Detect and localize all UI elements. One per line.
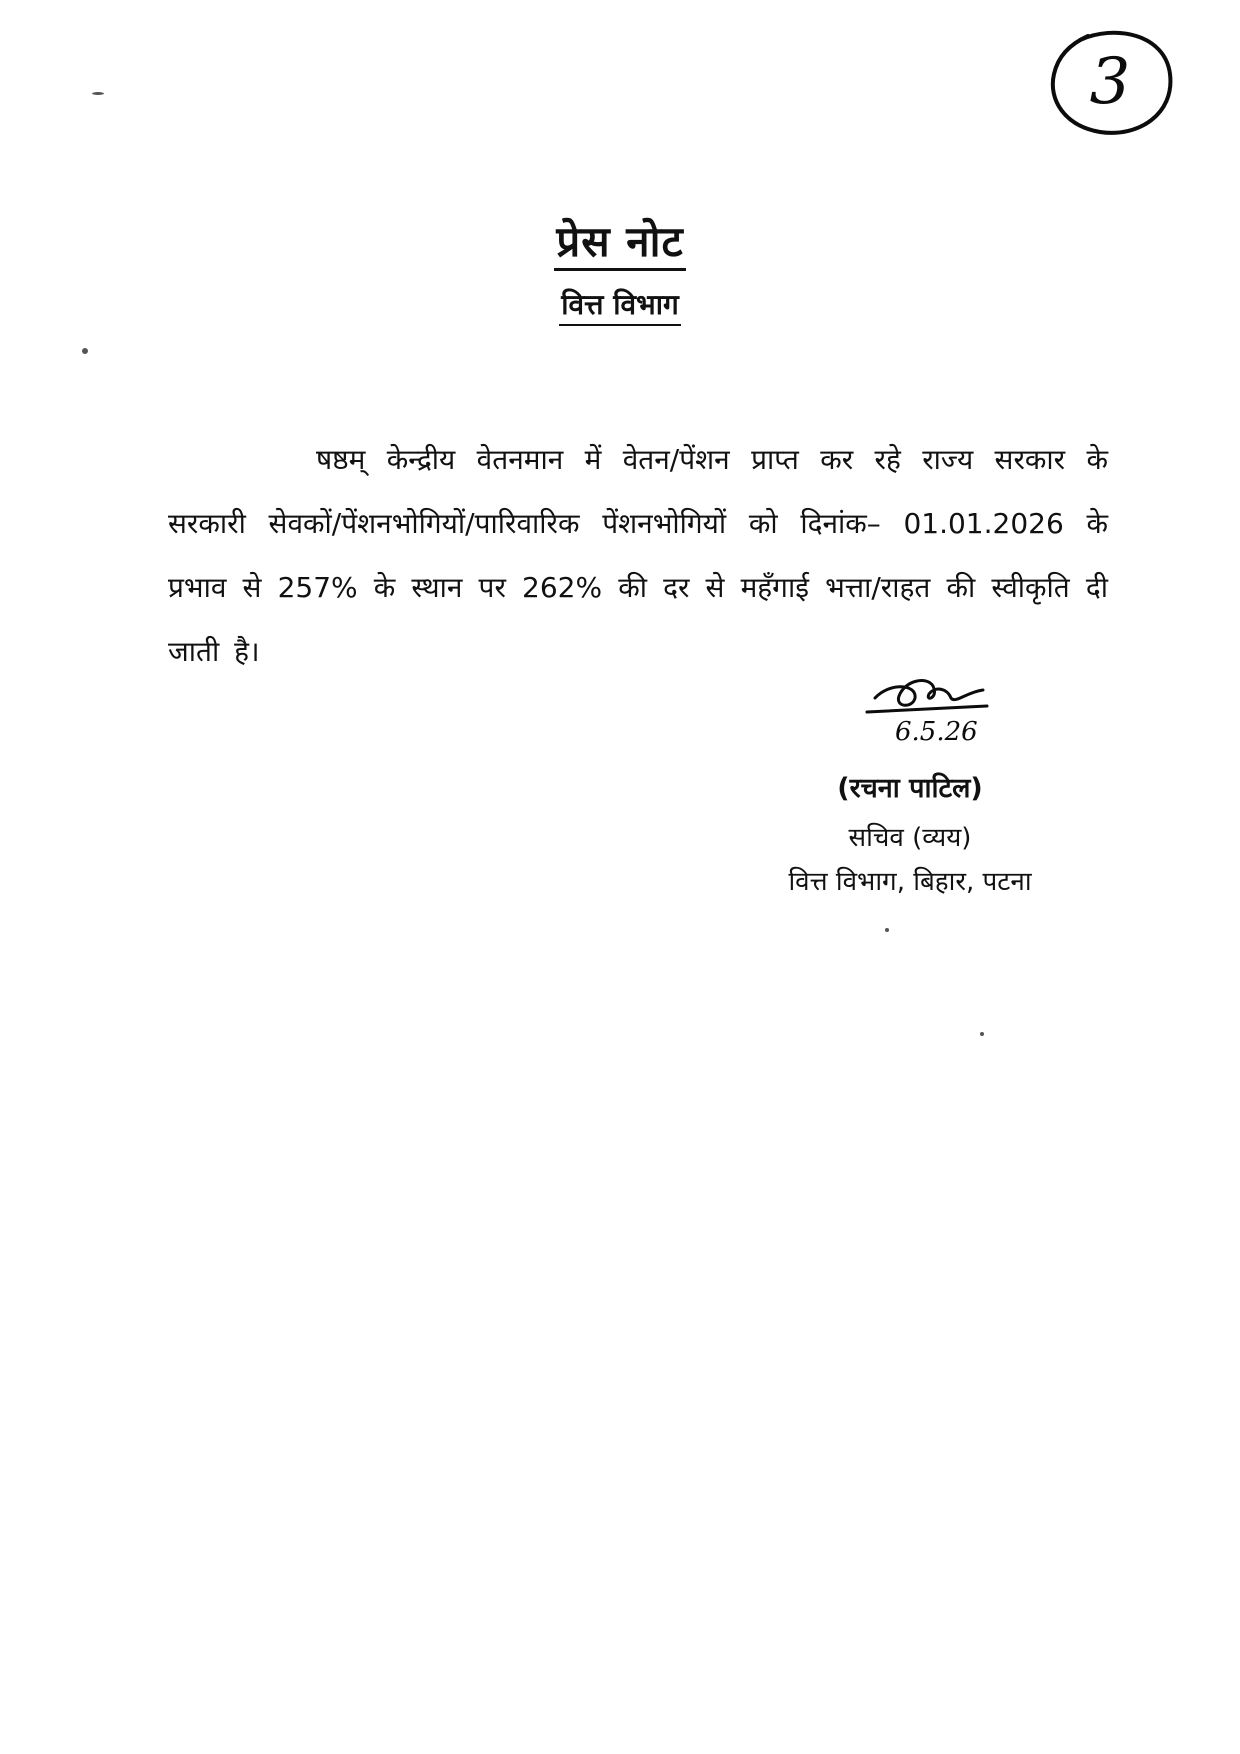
scan-speck [885,928,889,932]
document-title [0,212,1240,269]
signature-date: 6.5.26 [895,717,978,747]
signature-icon [855,668,1005,748]
signatory-office: वित्त विभाग, बिहार, पटना [788,867,1032,897]
scan-speck [92,92,104,95]
page-number-mark [1040,22,1180,142]
department-heading [0,285,1240,323]
title-text: प्रेस नोट [554,217,685,271]
handwritten-signature [855,668,1005,748]
page-number: 3 [1089,45,1131,119]
scan-speck [980,1032,984,1036]
body-paragraph: षष्ठम् केन्द्रीय वेतनमान में वेतन/पेंशन प्राप्त कर रहे राज्य सरकार के सरकारी सेवकों/पेंशनभोगियों/पारिवारिक पेंशनभोगियों को दिनांक– 01.01.2026 के प्रभाव से 257% के स्थान पर 262% की दर से महँगाई भत्ता/राहत की स्वीकृति दी जाती है। [168,443,1108,668]
signatory-name: (रचना पाटिल) [837,773,983,804]
signatory-designation: सचिव (व्यय) [848,823,972,853]
subtitle-text: वित्त विभाग [559,288,680,326]
scan-speck [82,348,88,354]
